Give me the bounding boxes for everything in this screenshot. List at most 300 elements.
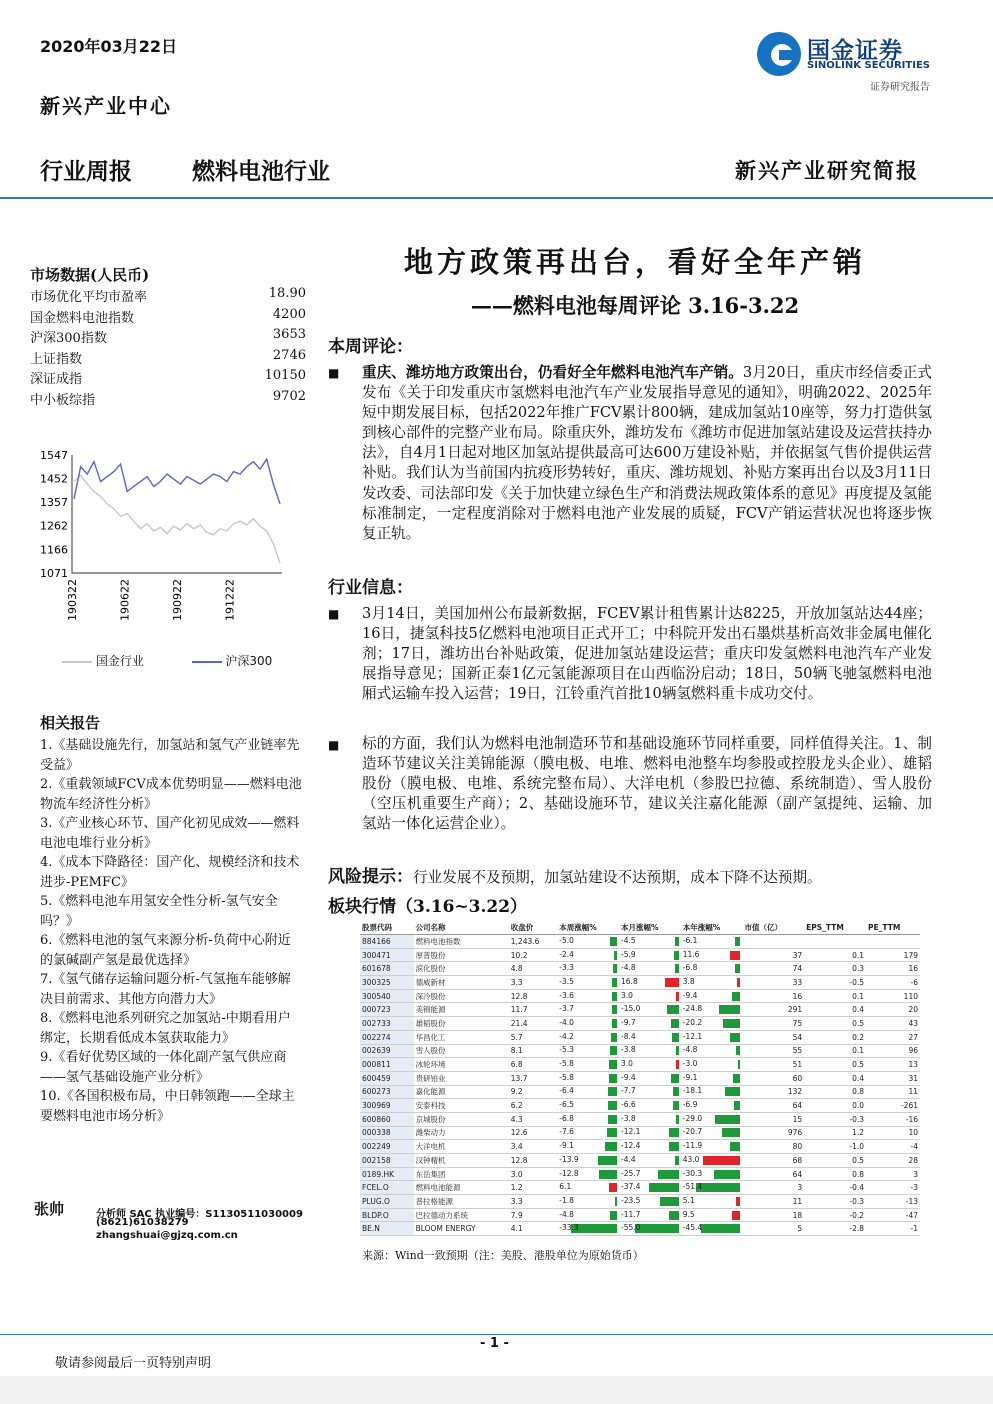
table-cell-text: -6.4 — [559, 1086, 574, 1096]
table-cell: 7.9 — [509, 1208, 558, 1222]
y-tick-label: 1452 — [40, 472, 68, 486]
research-center: 新兴产业中心 — [40, 94, 172, 118]
value-bar — [730, 1033, 741, 1042]
table-cell — [619, 1222, 681, 1236]
series-line-1 — [74, 459, 280, 504]
value-bar — [723, 1019, 741, 1028]
table-cell — [681, 1208, 743, 1222]
table-cell — [557, 1208, 619, 1222]
table-cell-text: -4.5 — [621, 935, 636, 945]
table-cell — [681, 1044, 743, 1058]
table-cell: 179 — [866, 948, 920, 962]
table-cell-text: -4.8 — [559, 1209, 574, 1219]
table-cell-text: -29.0 — [682, 1113, 703, 1123]
table-cell: 64 — [742, 1099, 804, 1113]
table-cell: 54 — [742, 1030, 804, 1044]
table-cell: 0.1 — [804, 989, 866, 1003]
table-cell-text: -5.8 — [559, 1059, 574, 1069]
table-row — [360, 935, 920, 949]
table-cell — [681, 1222, 743, 1236]
value-bar — [613, 964, 618, 973]
table-cell-text: -8.4 — [621, 1031, 636, 1041]
table-cell: 43 — [866, 1017, 920, 1031]
review-lead: 重庆、潍坊地方政策出台，仍看好全年燃料电池汽车产销。 — [362, 364, 743, 381]
x-tick-label: 190922 — [171, 579, 184, 621]
table-cell: 300471 — [360, 948, 414, 962]
related-report-item[interactable]: 6.《燃料电池的氢气来源分析-负荷中心附近的氯碱副产氢是最优选择》 — [40, 933, 291, 968]
bullet-icon: ■ — [328, 738, 340, 752]
table-header-cell: 本年涨幅% — [681, 920, 743, 935]
related-report-item[interactable]: 7.《氢气储存运输问题分析-气氢拖车能够解决目前需求、其他方向潜力大》 — [40, 972, 291, 1007]
table-cell — [557, 1003, 619, 1017]
value-bar — [614, 951, 617, 960]
table-cell: -6 — [866, 976, 920, 990]
table-header-cell: 本周涨幅% — [557, 920, 619, 935]
table-cell — [557, 1071, 619, 1085]
table-cell: 600273 — [360, 1085, 414, 1099]
table-cell: 20 — [866, 1003, 920, 1017]
table-cell: 0.0 — [804, 1099, 866, 1113]
table-cell — [619, 948, 681, 962]
table-cell-text: -6.1 — [682, 935, 698, 945]
table-cell: -261 — [866, 1099, 920, 1113]
table-cell: 64 — [742, 1167, 804, 1181]
market-data-value: 10150 — [264, 368, 306, 384]
table-header-cell: EPS_TTM — [804, 920, 866, 935]
table-cell: 1.2 — [804, 1126, 866, 1140]
table-cell — [681, 962, 743, 976]
table-cell: BLOOM ENERGY — [414, 1222, 509, 1236]
table-cell-text: -33.3 — [559, 1223, 579, 1233]
table-cell-text: -3.8 — [621, 1045, 636, 1055]
value-bar — [658, 1170, 679, 1179]
related-report-item[interactable]: 2.《重载领域FCV成本优势明显——燃料电池物流车经济性分析》 — [40, 777, 302, 812]
table-cell: 3 — [866, 1167, 920, 1181]
series-line-0 — [74, 475, 280, 563]
market-data-value: 9702 — [272, 389, 306, 404]
table-cell: 京城股份 — [414, 1112, 509, 1126]
table-cell: 11.7 — [509, 1003, 558, 1017]
table-cell — [619, 1099, 681, 1113]
table-cell: 5.7 — [509, 1030, 558, 1044]
table-cell-text: 3.0 — [621, 1059, 633, 1069]
table-cell-text: -4.0 — [559, 1017, 574, 1027]
table-cell: 0.2 — [804, 1030, 866, 1044]
table-cell-text: -9.1 — [682, 1072, 698, 1082]
table-cell-text: -12.1 — [621, 1127, 641, 1137]
report-type: 行业周报 — [40, 159, 132, 185]
table-cell: 贵研铂业 — [414, 1071, 509, 1085]
related-report-item[interactable]: 1.《基础设施先行，加氢站和氢气产业链率先受益》 — [40, 738, 300, 773]
table-row — [360, 976, 920, 990]
table-cell-text: -13.9 — [559, 1154, 579, 1164]
analyst-email[interactable]: zhangshuai@gjzq.com.cn — [96, 1230, 238, 1241]
table-cell-text: -45.4 — [682, 1223, 703, 1233]
value-bar — [615, 1197, 617, 1206]
table-cell — [557, 935, 619, 949]
table-cell-text: -15.0 — [621, 1004, 641, 1014]
table-cell-text: 43.0 — [682, 1154, 700, 1164]
y-tick-label: 1166 — [40, 543, 68, 557]
table-cell: 12.8 — [509, 989, 558, 1003]
table-cell — [557, 1044, 619, 1058]
table-row — [360, 1003, 920, 1017]
table-row — [360, 1112, 920, 1126]
table-cell — [619, 1140, 681, 1154]
logo-mark-icon — [757, 32, 801, 76]
table-cell — [804, 935, 866, 949]
table-cell: 600459 — [360, 1071, 414, 1085]
analyst-cert: 分析师 SAC 执业编号：S1130511030009 — [96, 1209, 303, 1220]
table-cell: 884166 — [360, 935, 414, 949]
table-cell — [681, 1195, 743, 1209]
table-header-cell: PE_TTM — [866, 920, 920, 935]
table-cell — [619, 1003, 681, 1017]
table-cell — [681, 1099, 743, 1113]
y-tick-label: 1262 — [40, 519, 68, 533]
value-bar — [669, 1128, 679, 1137]
table-cell-text: -4.8 — [682, 1045, 698, 1055]
table-cell: 002249 — [360, 1140, 414, 1154]
table-cell-text: -3.7 — [559, 1004, 574, 1014]
table-cell: 大洋电机 — [414, 1140, 509, 1154]
market-data-label: 深证成指 — [30, 372, 83, 388]
table-cell: 华昌化工 — [414, 1030, 509, 1044]
table-cell — [866, 935, 920, 949]
table-cell-text: -37.4 — [621, 1182, 641, 1192]
table-header-cell: 市值（亿） — [742, 920, 804, 935]
table-cell: 0.5 — [804, 1154, 866, 1168]
logo-name-cn: 国金证券 — [807, 38, 903, 64]
table-cell: 雪人股份 — [414, 1044, 509, 1058]
table-cell: 12.6 — [509, 1126, 558, 1140]
table-cell: 291 — [742, 1003, 804, 1017]
table-cell: 15 — [742, 1112, 804, 1126]
table-cell — [557, 1085, 619, 1099]
table-cell — [619, 1030, 681, 1044]
market-data-row — [30, 389, 306, 409]
table-cell — [681, 989, 743, 1003]
value-bar — [598, 1156, 617, 1165]
bullet-icon: ■ — [328, 366, 340, 380]
value-bar — [673, 1087, 679, 1096]
section-review-heading: 本周评论： — [328, 337, 413, 357]
table-cell-text: -7.6 — [559, 1127, 574, 1137]
table-cell: 4.3 — [509, 1112, 558, 1126]
related-reports-title: 相关报告 — [40, 714, 101, 732]
table-cell — [681, 1085, 743, 1099]
table-row — [360, 1071, 920, 1085]
table-cell — [681, 1154, 743, 1168]
table-header-cell: 股票代码 — [360, 920, 414, 935]
report-series: 新兴产业研究简报 — [735, 158, 919, 183]
table-cell-text: -12.8 — [559, 1168, 579, 1178]
table-cell-text: -7.7 — [621, 1086, 636, 1096]
table-cell: 8.1 — [509, 1044, 558, 1058]
table-cell: 深冷股份 — [414, 989, 509, 1003]
table-row — [360, 1167, 920, 1181]
legend-line-industry — [62, 661, 92, 663]
market-data-row — [30, 307, 306, 327]
value-bar — [612, 978, 617, 987]
value-bar — [730, 951, 740, 960]
table-row — [360, 1222, 920, 1236]
table-cell: 0189.HK — [360, 1167, 414, 1181]
table-cell: 300540 — [360, 989, 414, 1003]
market-data-label: 沪深300指数 — [30, 331, 107, 347]
value-bar — [671, 1019, 679, 1028]
table-row — [360, 1030, 920, 1044]
value-bar — [703, 1156, 741, 1165]
value-bar — [610, 1211, 617, 1220]
table-cell: 27 — [866, 1030, 920, 1044]
table-cell: -0.3 — [804, 1195, 866, 1209]
table-cell: 10.2 — [509, 948, 558, 962]
table-cell: 0.1 — [804, 1044, 866, 1058]
value-bar — [609, 1183, 617, 1192]
table-cell — [681, 1058, 743, 1072]
value-bar — [722, 1128, 740, 1137]
table-cell-text: -3.3 — [559, 963, 574, 973]
table-cell: -0.2 — [804, 1208, 866, 1222]
table-cell-text: -55.0 — [621, 1223, 641, 1233]
value-bar — [737, 978, 740, 987]
table-cell — [681, 935, 743, 949]
value-bar — [665, 978, 678, 987]
table-cell: 31 — [866, 1071, 920, 1085]
table-cell: 6.8 — [509, 1058, 558, 1072]
table-cell: 13.7 — [509, 1071, 558, 1085]
table-cell — [619, 1195, 681, 1209]
table-cell: 68 — [742, 1154, 804, 1168]
table-cell-text: -3.0 — [682, 1059, 698, 1069]
table-cell-text: -9.4 — [682, 990, 698, 1000]
table-cell-text: -4.8 — [621, 963, 636, 973]
chart-axes — [72, 455, 282, 573]
value-bar — [676, 1115, 679, 1124]
value-bar — [612, 1019, 617, 1028]
table-cell-text: 5.1 — [682, 1195, 695, 1205]
review-body: 3月20日，重庆市经信委正式发布《关于印发重庆市氢燃料电池汽车产业发展指导意见的通知》，明确2022、2025年短中期发展目标，包括2022年推广FCV累计800辆，建成加氢站10座等，努力打造供氢到核心部件的完整产业布局。除重庆外，潍坊发布《潍坊市促进加氢站建设及运营扶持办法》，自4月1日起对地区加氢站提供最高可达600万建设补贴，并依据氢气售价提供运营补贴。我们认为当前国内抗疫形势转好，重庆、潍坊规划、补贴方案再出台以及3月11日发改委、司法部印发《关于加快建立绿色生产和消费法规政策体系的意见》再度提及氢能标准制定，一定程度消除对于燃料电池产业发展的质疑，FCV产销运营状况也将逐步恢复正轨。 — [362, 364, 932, 542]
market-data-row — [30, 348, 306, 368]
market-data-row — [30, 327, 306, 347]
table-cell — [557, 1126, 619, 1140]
market-data-label: 国金燃料电池指数 — [30, 310, 135, 326]
value-bar — [635, 1224, 679, 1233]
table-row — [360, 1154, 920, 1168]
related-report-item[interactable]: 3.《产业核心环节、国产化初见成效——燃料电池电堆行业分析》 — [40, 816, 300, 851]
table-cell: 滨化股份 — [414, 962, 509, 976]
table-cell: 0.8 — [804, 1085, 866, 1099]
table-row — [360, 1044, 920, 1058]
index-chart — [30, 445, 320, 635]
table-row — [360, 1140, 920, 1154]
table-cell-text: -12.1 — [682, 1031, 703, 1041]
table-cell: -1.0 — [804, 1140, 866, 1154]
table-cell — [742, 935, 804, 949]
value-bar — [676, 992, 678, 1001]
header-rule — [0, 197, 993, 199]
table-cell: 002274 — [360, 1030, 414, 1044]
table-cell-text: -23.5 — [621, 1195, 641, 1205]
table-cell-text: -30.3 — [682, 1168, 703, 1178]
board-table — [360, 920, 920, 1236]
table-cell — [557, 1112, 619, 1126]
value-bar — [736, 1046, 740, 1055]
section-info-heading: 行业信息： — [328, 578, 413, 598]
table-cell: 002639 — [360, 1044, 414, 1058]
table-cell — [619, 1085, 681, 1099]
table-cell — [557, 1195, 619, 1209]
table-row — [360, 1208, 920, 1222]
value-bar — [610, 1046, 617, 1055]
value-bar — [611, 1033, 617, 1042]
logo-name-en: SINOLINK SECURITIES — [807, 60, 930, 71]
table-cell: 3.3 — [509, 1195, 558, 1209]
table-cell — [681, 1140, 743, 1154]
market-data-value: 2746 — [272, 347, 306, 363]
table-row — [360, 1017, 920, 1031]
value-bar — [599, 1170, 617, 1179]
table-cell — [619, 1071, 681, 1085]
value-bar — [738, 1060, 741, 1069]
value-bar — [669, 1211, 678, 1220]
market-data-label: 中小板综指 — [30, 393, 96, 408]
footer-disclaimer: 敬请参阅最后一页特别声明 — [55, 1356, 212, 1371]
report-title: 地方政策再出台，看好全年产销 — [403, 245, 866, 279]
chart-legend — [62, 652, 272, 669]
value-bar — [725, 1087, 741, 1096]
related-report-item[interactable]: 9.《看好优势区域的一体化副产氢气供应商——氢气基础设施产业分析》 — [40, 1050, 287, 1085]
table-header-cell: 本月涨幅% — [619, 920, 681, 935]
value-bar — [675, 1156, 679, 1165]
table-cell — [557, 989, 619, 1003]
related-report-item[interactable]: 10.《各国积极布局，中日韩领跑——全球主要燃料电池市场分析》 — [40, 1089, 295, 1124]
table-cell-text: -3.6 — [559, 990, 574, 1000]
legend-label-hs300: 沪深300 — [225, 654, 273, 668]
table-cell: 9.2 — [509, 1085, 558, 1099]
table-cell: 37 — [742, 948, 804, 962]
table-cell: -0.4 — [804, 1181, 866, 1195]
section-board-heading: 板块行情（3.16~3.22） — [328, 897, 528, 917]
table-cell-text: -11.7 — [621, 1209, 641, 1219]
table-cell: FCEL.O — [360, 1181, 414, 1195]
table-cell: 汉钟精机 — [414, 1154, 509, 1168]
value-bar — [701, 1224, 741, 1233]
risk-note — [328, 862, 938, 887]
value-bar — [696, 1183, 741, 1192]
value-bar — [612, 992, 617, 1001]
value-bar — [607, 1128, 617, 1137]
market-data-value: 18.90 — [268, 286, 306, 301]
table-row — [360, 989, 920, 1003]
table-cell-text: -2.4 — [559, 949, 574, 959]
table-cell — [557, 1140, 619, 1154]
value-bar — [674, 951, 679, 960]
table-cell — [681, 1071, 743, 1085]
table-cell: 4.1 — [509, 1222, 558, 1236]
table-cell: 13 — [866, 1058, 920, 1072]
table-cell: -0.3 — [804, 1112, 866, 1126]
table-cell: 55 — [742, 1044, 804, 1058]
table-cell: 000811 — [360, 1058, 414, 1072]
table-cell-text: 16.8 — [621, 976, 638, 986]
table-cell: -3 — [866, 1181, 920, 1195]
related-report-item[interactable]: 4.《成本下降路径：国产化、规模经济和技术进步-PEMFC》 — [40, 855, 300, 890]
table-cell: 3.4 — [509, 1140, 558, 1154]
value-bar — [676, 1046, 679, 1055]
stock-picks-paragraph: 标的方面，我们认为燃料电池制造环节和基础设施环节同样重要，同样值得关注。1、制造环节建议关注美锦能源（膜电极、电堆、燃料电池整车均参股或控股龙头企业）、雄韬股份（膜电极、电堆、系统完整布局）、大洋电机（参股巴拉德、系统制造）、雪人股份（空压机重要生产商）；2、基础设施环节，建议关注嘉化能源（副产氢提纯、运输、加氢站一体化运营企业）。 — [362, 735, 932, 833]
table-cell: 0.1 — [804, 948, 866, 962]
value-bar — [719, 1005, 741, 1014]
table-cell-text: 6.1 — [559, 1182, 572, 1192]
table-cell-text: -11.9 — [682, 1141, 703, 1151]
table-cell — [557, 1181, 619, 1195]
related-report-item[interactable]: 5.《燃料电池车用氢安全性分析-氢气安全吗？》 — [40, 894, 278, 929]
table-cell: -2.8 — [804, 1222, 866, 1236]
table-row — [360, 948, 920, 962]
table-row — [360, 1181, 920, 1195]
table-cell: 3.0 — [509, 1167, 558, 1181]
table-cell: 51 — [742, 1058, 804, 1072]
table-cell: -16 — [866, 1112, 920, 1126]
table-source: 来源：Wind一致预期（注：美股、港股单位为原始货币） — [362, 1249, 644, 1262]
table-cell — [619, 1154, 681, 1168]
table-cell — [557, 1030, 619, 1044]
table-cell — [619, 962, 681, 976]
table-cell: 0.5 — [804, 1058, 866, 1072]
related-report-item[interactable]: 8.《燃料电池系列研究之加氢站-中期看用户绑定，长期看低成本氢获取能力》 — [40, 1011, 291, 1046]
table-cell: 000723 — [360, 1003, 414, 1017]
table-cell-text: -25.7 — [621, 1168, 641, 1178]
table-cell: 96 — [866, 1044, 920, 1058]
table-cell: 1.2 — [509, 1181, 558, 1195]
table-cell: PLUG.O — [360, 1195, 414, 1209]
table-cell — [681, 1167, 743, 1181]
table-cell — [557, 1058, 619, 1072]
y-tick-label: 1357 — [40, 496, 68, 510]
table-cell-text: -4.2 — [559, 1031, 574, 1041]
table-cell: 雄韬股份 — [414, 1017, 509, 1031]
footer-rule — [0, 1334, 993, 1335]
table-cell — [681, 1181, 743, 1195]
value-bar — [669, 1142, 679, 1151]
table-header-row — [360, 920, 920, 935]
value-bar — [732, 1211, 740, 1220]
value-bar — [610, 937, 617, 946]
table-cell-text: -18.1 — [682, 1086, 703, 1096]
report-kind: 证券研究报告 — [870, 82, 930, 93]
table-cell: 21.4 — [509, 1017, 558, 1031]
table-cell — [557, 962, 619, 976]
table-cell: 12.8 — [509, 1154, 558, 1168]
x-tick-label: 190322 — [66, 579, 79, 621]
table-cell-text: -6.6 — [621, 1100, 636, 1110]
table-cell-text: -9.7 — [621, 1017, 636, 1027]
value-bar — [667, 1005, 679, 1014]
table-cell: 4.8 — [509, 962, 558, 976]
value-bar — [676, 1060, 678, 1069]
value-bar — [671, 1074, 679, 1083]
market-data-label: 上证指数 — [30, 351, 83, 367]
value-bar — [608, 1115, 617, 1124]
table-cell — [557, 1154, 619, 1168]
table-cell: 28 — [866, 1154, 920, 1168]
table-cell: 002158 — [360, 1154, 414, 1168]
table-cell — [681, 1030, 743, 1044]
table-cell-text: -20.7 — [682, 1127, 703, 1137]
table-cell-text: -6.8 — [682, 963, 698, 973]
